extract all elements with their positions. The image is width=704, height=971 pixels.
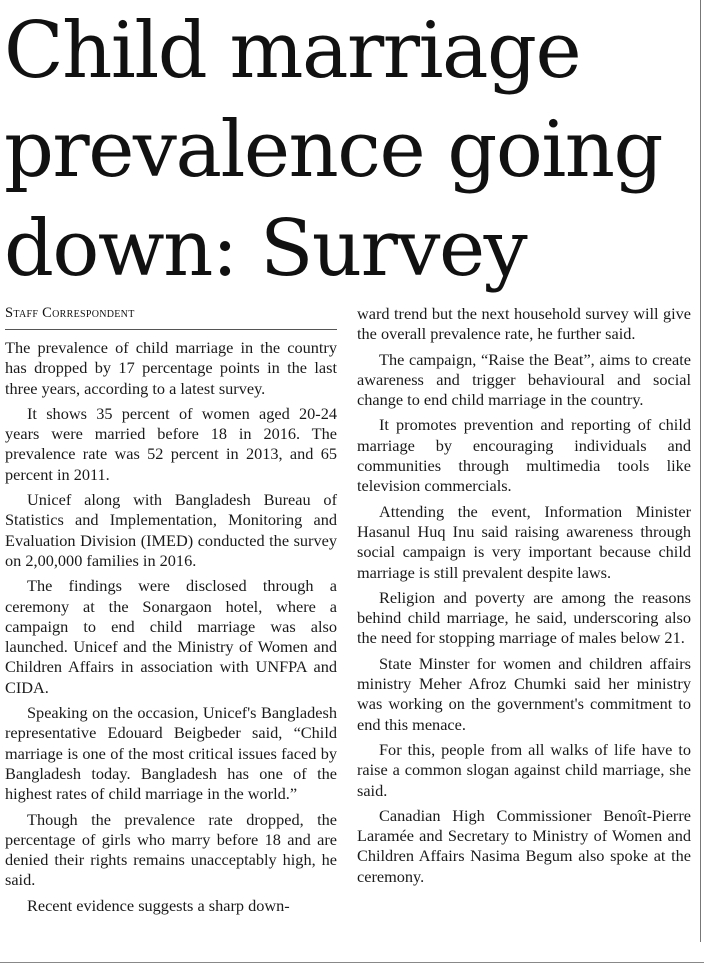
bottom-rule [0,962,704,963]
paragraph: It shows 35 percent of women aged 20-24 years were married before 18 in 2016. The prevalence rate was 52 percent in 2013, and 65 percent in 2011. [5,403,337,484]
headline-line: Child marriage [4,6,581,96]
headline-line: prevalence going [4,105,662,195]
headline [4,2,694,299]
paragraph: Speaking on the occasion, Unicef's Bangladesh representative Edouard Beigbeder said, “Child marriage is one of the most critical issues faced by Bangladesh today. Bangladesh has one of the highest rates of child marriage in the world.” [5,703,337,804]
paragraph: State Minster for women and children affairs ministry Meher Afroz Chumki said her ministry was working on the government's commitment to end this menace. [357,653,691,734]
paragraph: Though the prevalence rate dropped, the percentage of girls who marry before 18 and are denied their rights remains unacceptably high, he said. [5,809,337,890]
left-column [5,338,337,921]
paragraph: The campaign, “Raise the Beat”, aims to create awareness and trigger behavioural and social change to end child marriage in the country. [357,349,691,410]
headline-line: down: Survey [4,204,527,294]
paragraph: The prevalence of child marriage in the country has dropped by 17 percentage points in the last three years, according to a latest survey. [5,338,337,398]
paragraph: Attending the event, Information Minister Hasanul Huq Inu said raising awareness through social campaign is very important because child marriage is still prevalent despite laws. [357,501,691,582]
paragraph: ward trend but the next household survey will give the overall prevalence rate, he further said. [357,304,691,344]
column-divider [700,0,701,942]
paragraph: For this, people from all walks of life have to raise a common slogan against child marriage, she said. [357,739,691,800]
paragraph: Religion and poverty are among the reasons behind child marriage, he said, underscoring also the need for stopping marriage of males below 21. [357,587,691,648]
paragraph: Canadian High Commissioner Benoît-Pierre Laramée and Secretary to Ministry of Women and Children Affairs Nasima Begum also spoke at the ceremony. [357,805,691,886]
paragraph: Unicef along with Bangladesh Bureau of Statistics and Implementation, Monitoring and Evaluation Division (IMED) conducted the survey on 2,00,000 families in 2016. [5,490,337,570]
byline: Staff Correspondent [5,305,337,330]
paragraph: It promotes prevention and reporting of child marriage by encouraging individuals and communities through multimedia tools like television commercials. [357,415,691,496]
right-column [357,304,691,892]
paragraph: The findings were disclosed through a ceremony at the Sonargaon hotel, where a campaign to end child marriage was also launched. Unicef and the Ministry of Women and Children Affairs in association with UNFPA and CIDA. [5,576,337,697]
paragraph: Recent evidence suggests a sharp down- [27,895,290,915]
